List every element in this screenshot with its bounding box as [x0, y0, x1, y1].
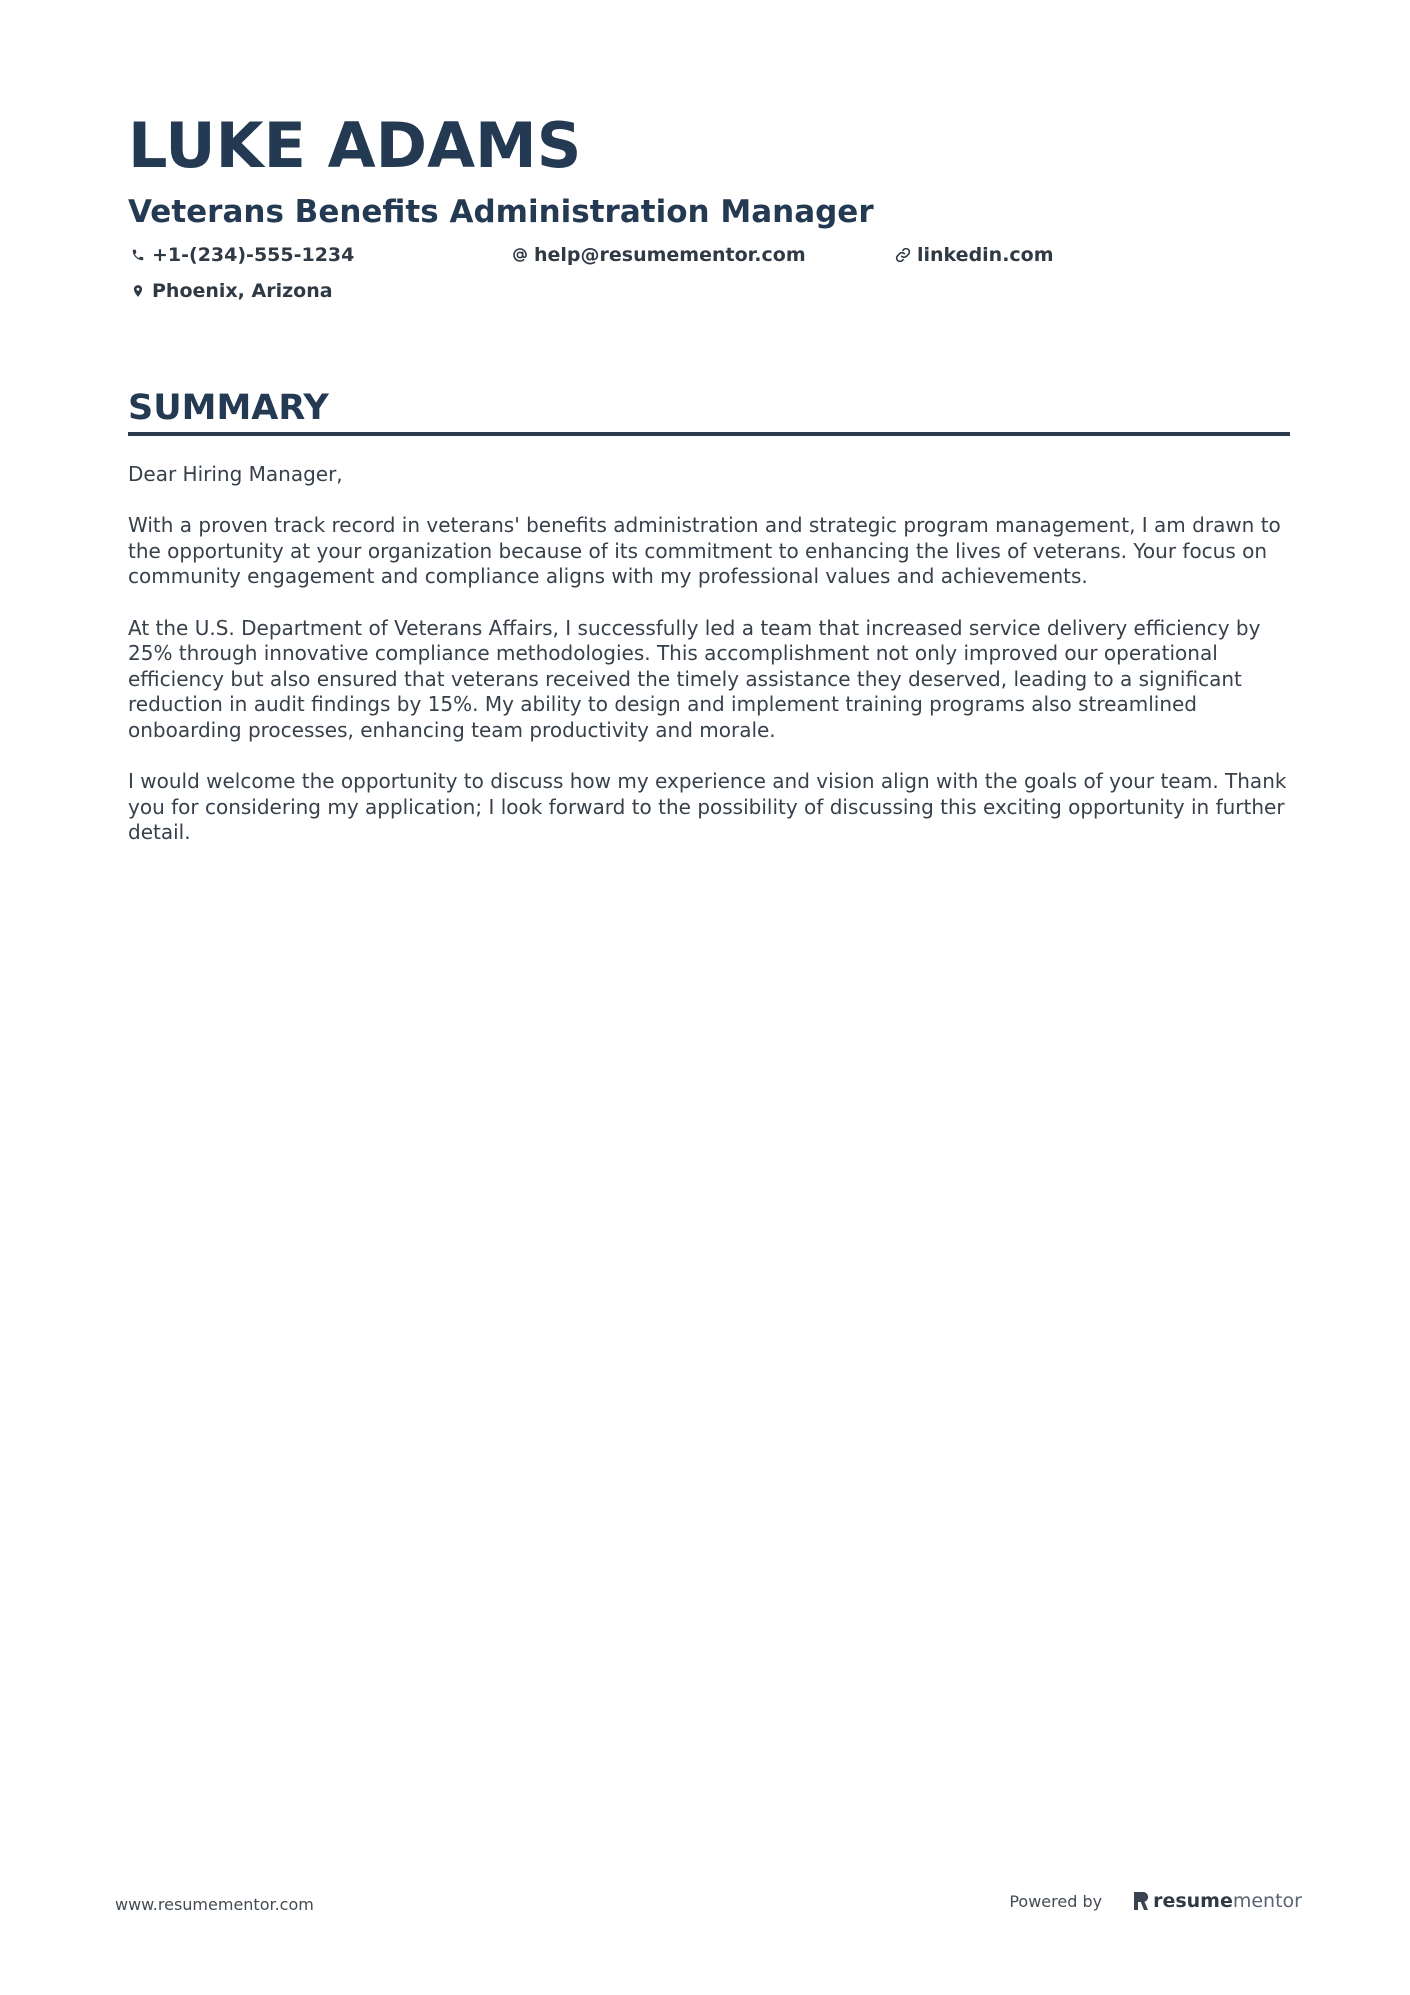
section-title: SUMMARY [128, 388, 329, 428]
salutation: Dear Hiring Manager, [128, 462, 343, 486]
contact-linkedin[interactable] [893, 244, 1054, 266]
resume-header [128, 110, 1290, 312]
contact-email[interactable] [510, 244, 806, 266]
location-text: Phoenix, Arizona [152, 280, 333, 302]
phone-text: +1-(234)-555-1234 [152, 244, 355, 266]
paragraph-experience: At the U.S. Department of Veterans Affairs, I successfully led a team that increased service delivery efficiency by 25% through innovative compliance methodologies. This accomplishment not only improved our operational efficiency but also ensured that veterans received the timely assistance they deserved, leading to a significant reduction in audit findings by 15%. My ability to design and implement training programs also streamlined onboarding processes, enhancing team productivity and morale. [128, 615, 1261, 742]
phone-icon [128, 245, 148, 265]
brand-logo[interactable] [1132, 1890, 1302, 1912]
paragraph-intro: With a proven track record in veterans' benefits administration and strategic program management, I am drawn to the opportunity at your organization because of its commitment to enhancing the lives of veterans. Your focus on community engagement and compliance aligns with my professional values and achievements. [128, 513, 1281, 589]
contact-location [128, 280, 333, 302]
powered-by-label: Powered by [1009, 1891, 1103, 1911]
email-text: help@resumementor.com [534, 244, 806, 266]
brand-name-light: mentor [1232, 1890, 1302, 1912]
candidate-name: LUKE ADAMS [128, 109, 582, 182]
map-pin-icon [128, 281, 148, 301]
resumementor-logo-icon [1132, 1890, 1150, 1912]
footer-website[interactable]: www.resumementor.com [115, 1895, 314, 1914]
contact-phone[interactable] [128, 244, 354, 266]
footer-branding [1009, 1890, 1302, 1912]
paragraph-closing: I would welcome the opportunity to discuss how my experience and vision align with the goals of your team. Thank you for considering my application; I look forward to the possibility of discussing this exciting opportunity in further detail. [128, 769, 1287, 845]
job-title: Veterans Benefits Administration Manager [128, 194, 874, 230]
brand-name-bold: resume [1153, 1890, 1233, 1912]
linkedin-text: linkedin.com [917, 244, 1054, 266]
at-icon [510, 245, 530, 265]
contact-list [128, 238, 1290, 312]
section-divider [128, 432, 1290, 436]
link-icon [893, 245, 913, 265]
summary-body [128, 462, 1290, 846]
summary-section [128, 386, 1290, 872]
